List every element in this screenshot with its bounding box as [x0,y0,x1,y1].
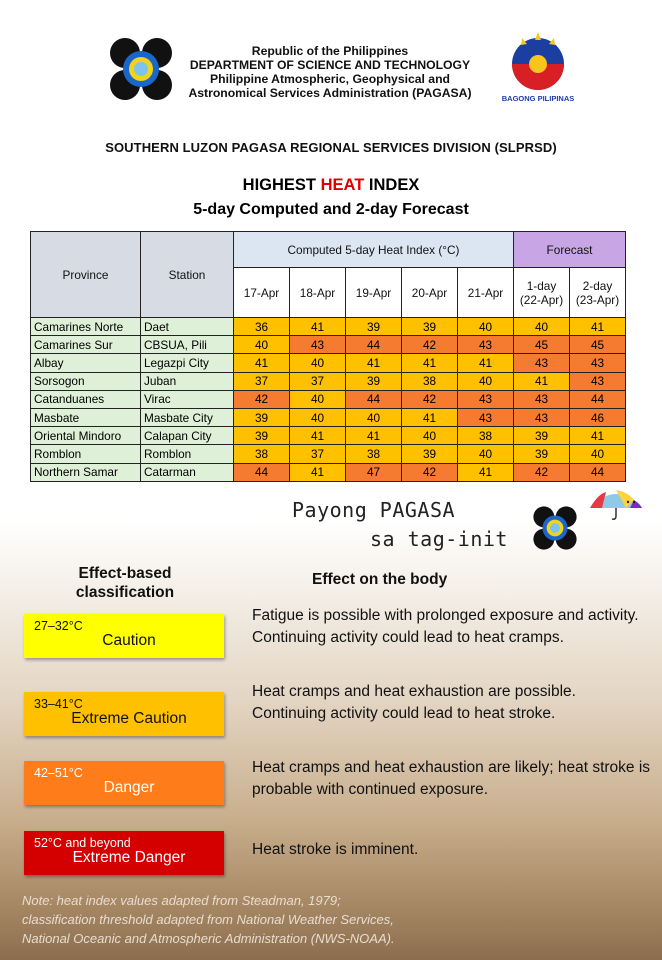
cell-heat-index: 43 [514,354,570,372]
cell-heat-index: 46 [570,408,626,426]
cell-heat-index: 38 [458,427,514,445]
cell-heat-index: 40 [290,354,346,372]
cell-heat-index: 40 [290,408,346,426]
table-row [31,445,626,463]
cell-station: Daet [141,318,234,336]
group-header-computed: Computed 5-day Heat Index (°C) [234,232,514,268]
table-row [31,318,626,336]
page-title [0,176,662,195]
bagong-pilipinas-text: BAGONG PILIPINAS [501,94,575,103]
effect-header: Effect on the body [312,571,448,588]
classification-name: Danger [103,779,155,796]
cell-heat-index: 43 [570,354,626,372]
forecast-date-line: (23-Apr) [575,292,620,307]
group-header-forecast: Forecast [514,232,626,268]
classification-extreme-danger [24,831,224,875]
cell-heat-index: 40 [234,336,290,354]
cell-heat-index: 41 [290,463,346,481]
col-header-date: 19-Apr [346,268,402,318]
cell-station: Calapan City [141,427,234,445]
agency-line: Philippine Atmospheric, Geophysical and [210,72,450,86]
table-row [31,354,626,372]
table-row [31,372,626,390]
cell-heat-index: 40 [458,445,514,463]
effect-danger: Heat cramps and heat exhaustion are likely; heat stroke is probable with continued exposure. [252,759,651,798]
cell-station: Catarman [141,463,234,481]
title-pre: HIGHEST [242,176,321,194]
forecast-date-line: (22-Apr) [519,292,564,307]
classification-range: 52°C and beyond [34,836,131,850]
cell-heat-index: 39 [514,445,570,463]
agency-line: DEPARTMENT OF SCIENCE AND TECHNOLOGY [189,58,471,72]
cell-province: Masbate [31,408,141,426]
col-header-date: 20-Apr [402,268,458,318]
cell-heat-index: 43 [290,336,346,354]
cell-heat-index: 42 [402,463,458,481]
cell-province: Albay [31,354,141,372]
agency-line: Astronomical Services Administration (PAGASA) [188,86,472,100]
agency-line: Republic of the Philippines [251,44,409,58]
cell-heat-index: 40 [514,318,570,336]
note-line: Note: heat index values adapted from Steadman, 1979; [22,893,341,908]
col-header-province: Province [31,232,141,318]
cell-heat-index: 43 [514,408,570,426]
col-header-date: 21-Apr [458,268,514,318]
classification-range: 33–41°C [34,697,83,711]
cell-heat-index: 41 [402,408,458,426]
cell-heat-index: 47 [346,463,402,481]
col-header-forecast-date [514,268,570,318]
forecast-date-line: 2-day [582,278,613,293]
cell-province: Catanduanes [31,390,141,408]
cell-heat-index: 45 [570,336,626,354]
cell-heat-index: 43 [458,408,514,426]
note-line: National Oceanic and Atmospheric Administration (NWS-NOAA). [22,931,395,946]
payong-pagasa-line2: sa tag-init [370,527,508,551]
cell-heat-index: 44 [346,336,402,354]
cell-station: Romblon [141,445,234,463]
cell-station: CBSUA, Pili [141,336,234,354]
table-row [31,390,626,408]
classification-caution [24,614,224,658]
effect-extreme-caution: Heat cramps and heat exhaustion are possible. Continuing activity could lead to heat stroke. [252,683,576,722]
cell-heat-index: 39 [514,427,570,445]
payong-pagasa-line1: Payong PAGASA [292,498,456,522]
cell-heat-index: 41 [234,354,290,372]
cell-heat-index: 44 [346,390,402,408]
table-row [31,427,626,445]
cell-heat-index: 41 [346,427,402,445]
cell-heat-index: 45 [514,336,570,354]
page-subtitle: 5-day Computed and 2-day Forecast [193,201,469,218]
cell-heat-index: 40 [570,445,626,463]
cell-province: Camarines Sur [31,336,141,354]
cell-heat-index: 41 [570,427,626,445]
cell-heat-index: 43 [570,372,626,390]
pagasa-logo-icon [532,505,578,551]
cell-heat-index: 43 [458,390,514,408]
cell-heat-index: 38 [346,445,402,463]
division-title: SOUTHERN LUZON PAGASA REGIONAL SERVICES DIVISION (SLPRSD) [105,140,557,155]
cell-province: Northern Samar [31,463,141,481]
col-header-date: 18-Apr [290,268,346,318]
title-post: INDEX [364,176,420,194]
table-row [31,463,626,481]
cell-heat-index: 39 [346,372,402,390]
cell-province: Sorsogon [31,372,141,390]
bagong-pilipinas-logo-icon [500,30,576,104]
cell-heat-index: 39 [234,408,290,426]
col-header-forecast-date [570,268,626,318]
cell-heat-index: 37 [290,445,346,463]
cell-heat-index: 44 [234,463,290,481]
agency-header [160,44,500,100]
cell-heat-index: 37 [290,372,346,390]
source-note [22,891,642,948]
table-body [31,318,626,482]
table-row [31,408,626,426]
cell-heat-index: 40 [458,372,514,390]
cell-heat-index: 41 [458,463,514,481]
cell-heat-index: 39 [234,427,290,445]
cell-heat-index: 41 [346,354,402,372]
effect-caution: Fatigue is possible with prolonged exposure and activity. Continuing activity could lead to heat cramps. [252,607,639,646]
umbrella-icon [588,486,644,522]
cell-heat-index: 37 [234,372,290,390]
cell-province: Romblon [31,445,141,463]
cell-heat-index: 39 [402,445,458,463]
col-header-station: Station [141,232,234,318]
cell-heat-index: 39 [402,318,458,336]
cell-station: Masbate City [141,408,234,426]
cell-heat-index: 42 [402,390,458,408]
note-line: classification threshold adapted from National Weather Services, [22,912,394,927]
cell-heat-index: 38 [234,445,290,463]
cell-station: Legazpi City [141,354,234,372]
cell-heat-index: 40 [458,318,514,336]
cell-heat-index: 44 [570,463,626,481]
cell-heat-index: 40 [290,390,346,408]
cell-station: Juban [141,372,234,390]
cell-province: Camarines Norte [31,318,141,336]
classification-name: Caution [102,632,156,649]
cell-heat-index: 38 [402,372,458,390]
cell-heat-index: 40 [402,427,458,445]
cell-province: Oriental Mindoro [31,427,141,445]
classification-range: 27–32°C [34,619,83,633]
title-hot: HEAT [320,176,365,194]
classification-name: Extreme Danger [72,849,186,866]
classification-name: Extreme Caution [71,710,187,727]
col-header-date: 17-Apr [234,268,290,318]
classification-range: 42–51°C [34,766,83,780]
cell-heat-index: 42 [234,390,290,408]
cell-heat-index: 39 [346,318,402,336]
cell-heat-index: 43 [458,336,514,354]
classification-extreme-caution [24,692,224,736]
table-row [31,336,626,354]
heat-index-table [30,231,626,482]
classification-header: Effect-based classification [75,565,175,601]
cell-heat-index: 42 [402,336,458,354]
cell-heat-index: 43 [514,390,570,408]
cell-heat-index: 41 [290,427,346,445]
cell-heat-index: 41 [402,354,458,372]
cell-heat-index: 41 [570,318,626,336]
effect-extreme-danger: Heat stroke is imminent. [252,841,419,858]
cell-heat-index: 36 [234,318,290,336]
cell-heat-index: 44 [570,390,626,408]
classification-danger [24,761,224,805]
cell-heat-index: 41 [514,372,570,390]
cell-heat-index: 41 [458,354,514,372]
forecast-date-line: 1-day [526,278,557,293]
cell-heat-index: 40 [346,408,402,426]
cell-station: Virac [141,390,234,408]
cell-heat-index: 42 [514,463,570,481]
cell-heat-index: 41 [290,318,346,336]
